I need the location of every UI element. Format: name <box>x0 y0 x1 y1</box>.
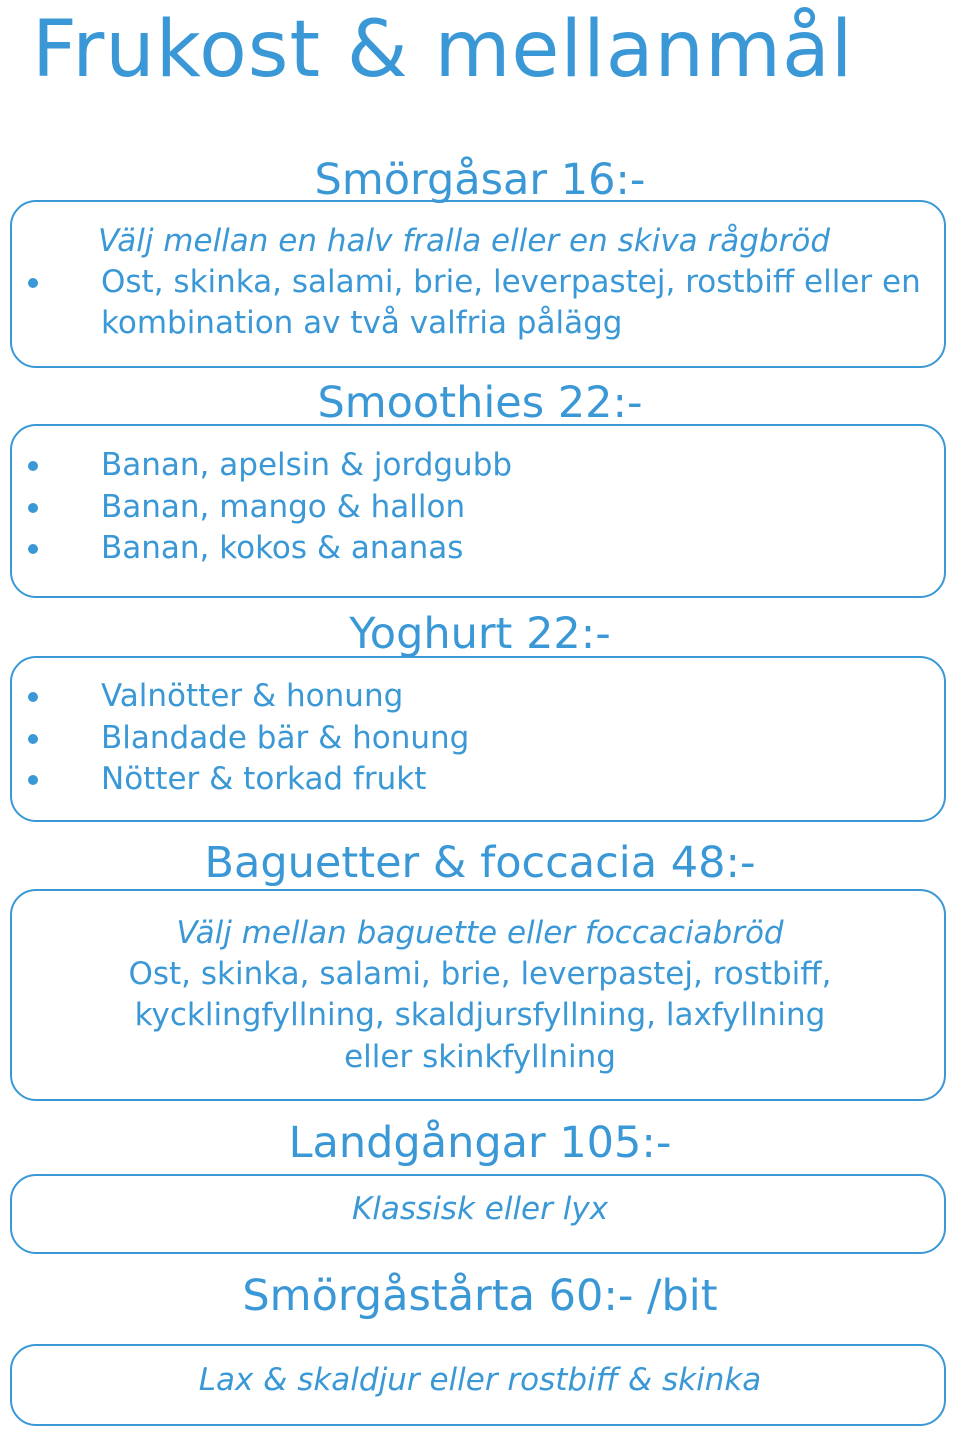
smoothie-item: Banan, apelsin & jordgubb <box>101 447 513 483</box>
baguetter-line-1: Ost, skinka, salami, brie, leverpastej, rostbiff, <box>128 956 832 992</box>
yoghurt-heading: Yoghurt 22:- <box>349 609 611 659</box>
landgangar-note: Klassisk eller lyx <box>351 1191 609 1227</box>
bullet-icon <box>28 278 38 288</box>
yoghurt-item: Nötter & torkad frukt <box>101 761 427 797</box>
baguetter-line-3: eller skinkfyllning <box>344 1039 616 1075</box>
smorgastarta-note: Lax & skaldjur eller rostbiff & skinka <box>198 1362 762 1398</box>
baguetter-note: Välj mellan baguette eller foccaciabröd <box>176 915 784 951</box>
bullet-icon <box>28 692 38 702</box>
smorgasar-description-line-1: Ost, skinka, salami, brie, leverpastej, rostbiff eller en <box>101 264 921 300</box>
bullet-icon <box>28 461 38 471</box>
bullet-icon <box>28 775 38 785</box>
bullet-icon <box>28 503 38 513</box>
smorgastarta-heading: Smörgåstårta 60:- /bit <box>242 1271 718 1321</box>
yoghurt-item: Valnötter & honung <box>101 678 404 714</box>
baguetter-heading: Baguetter & foccacia 48:- <box>204 838 756 888</box>
bullet-icon <box>28 734 38 744</box>
yoghurt-item: Blandade bär & honung <box>101 720 470 756</box>
smoothie-item: Banan, mango & hallon <box>101 489 466 525</box>
page-title: Frukost & mellanmål <box>32 5 854 95</box>
smoothies-heading: Smoothies 22:- <box>317 378 643 428</box>
smorgasar-note: Välj mellan en halv fralla eller en skiva rågbröd <box>98 223 830 259</box>
smorgasar-description-line-2: kombination av två valfria pålägg <box>101 305 623 341</box>
bullet-icon <box>28 544 38 554</box>
baguetter-line-2: kycklingfyllning, skaldjursfyllning, laxfyllning <box>134 997 826 1033</box>
smoothie-item: Banan, kokos & ananas <box>101 530 464 566</box>
smorgasar-heading: Smörgåsar 16:- <box>314 155 646 205</box>
landgangar-heading: Landgångar 105:- <box>288 1118 672 1168</box>
